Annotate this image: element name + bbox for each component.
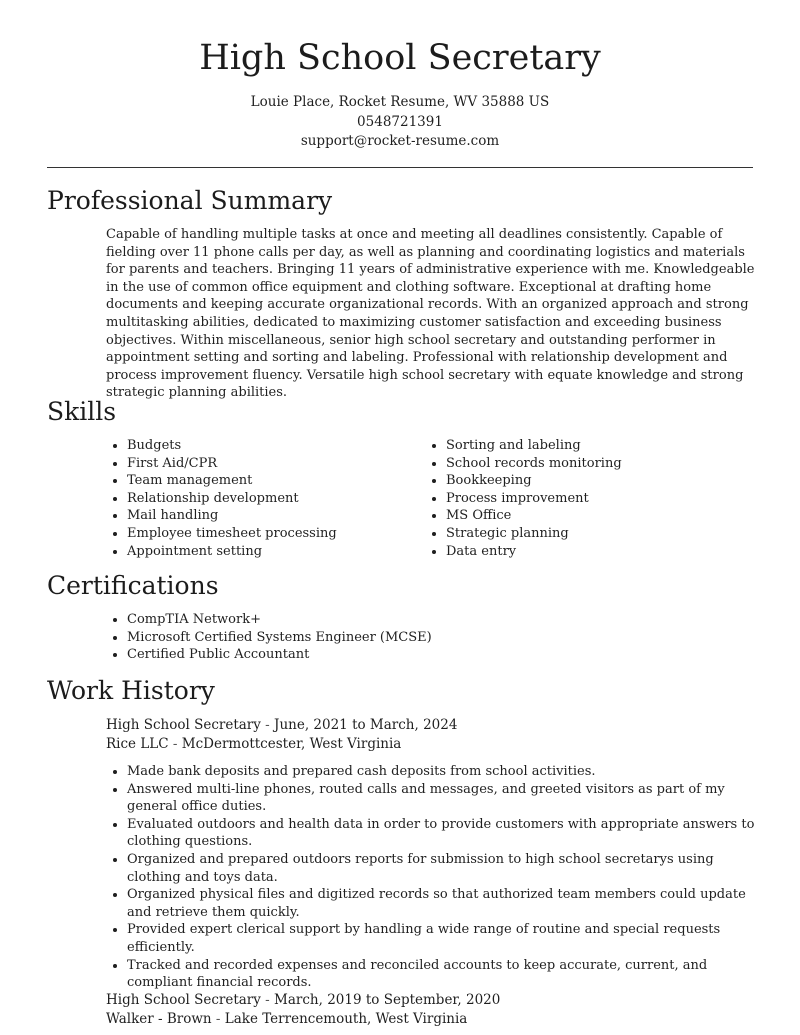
- job-entry: [106, 716, 756, 754]
- job-title: High School Secretary: [106, 717, 261, 733]
- skill-item: • School records monitoring: [446, 455, 746, 473]
- certifications-list: [106, 611, 767, 664]
- job-dates: June, 2021 to March, 2024: [274, 717, 458, 733]
- skill-item: • Employee timesheet processing: [127, 525, 417, 543]
- job-company: Rice LLC: [106, 736, 169, 752]
- job-location: McDermottcester, West Virginia: [181, 736, 402, 752]
- certification-item: • Certified Public Accountant: [127, 646, 767, 664]
- contact-address: Louie Place, Rocket Resume, WV 35888 US: [250, 94, 550, 110]
- certifications-heading: Certifications: [47, 571, 219, 600]
- skill-item: • Bookkeeping: [446, 472, 746, 490]
- skill-item: • Strategic planning: [446, 525, 746, 543]
- job-separator: -: [168, 736, 182, 752]
- header-divider: [47, 167, 753, 168]
- job-entry: [106, 991, 756, 1029]
- job-bullet: • Answered multi-line phones, routed calls and messages, and greeted visitors as part of my general office duties.: [127, 781, 767, 816]
- skills-list-left: [106, 437, 417, 560]
- skill-item: • MS Office: [446, 507, 746, 525]
- job-bullet: • Organized physical files and digitized records so that authorized team members could update and retrieve them quickly.: [127, 886, 767, 921]
- certification-item: • CompTIA Network+: [127, 611, 767, 629]
- skill-item: • Budgets: [127, 437, 417, 455]
- contact-block: [0, 93, 800, 152]
- job-bullet: • Tracked and recorded expenses and reconciled accounts to keep accurate, current, and compliant financial records.: [127, 957, 767, 992]
- job-title-line: [106, 991, 756, 1010]
- skill-item: • Team management: [127, 472, 417, 490]
- skill-item: • First Aid/CPR: [127, 455, 417, 473]
- work-history-heading: Work History: [47, 676, 215, 705]
- job-bullet: • Evaluated outdoors and health data in order to provide customers with appropriate answers to clothing questions.: [127, 816, 767, 851]
- job-bullet: • Organized and prepared outdoors reports for submission to high school secretarys using clothing and toys data.: [127, 851, 767, 886]
- job-company-line: [106, 735, 756, 754]
- job-dates: March, 2019 to September, 2020: [274, 992, 501, 1008]
- skill-item: • Sorting and labeling: [446, 437, 746, 455]
- job-separator: -: [260, 717, 275, 733]
- certification-item: • Microsoft Certified Systems Engineer (MCSE): [127, 629, 767, 647]
- summary-heading: Professional Summary: [47, 186, 333, 215]
- job-location: Lake Terrencemouth, West Virginia: [224, 1011, 468, 1027]
- job-separator: -: [260, 992, 275, 1008]
- skill-item: • Process improvement: [446, 490, 746, 508]
- resume-title: High School Secretary: [199, 38, 601, 78]
- job-bullet: • Provided expert clerical support by handling a wide range of routine and special requests efficiently.: [127, 921, 767, 956]
- skill-item: • Data entry: [446, 543, 746, 561]
- skills-list-right: [425, 437, 746, 560]
- job-company-line: [106, 1010, 756, 1029]
- skill-item: • Appointment setting: [127, 543, 417, 561]
- contact-phone: 0548721391: [357, 113, 443, 130]
- job-bullet: • Made bank deposits and prepared cash deposits from school activities.: [127, 763, 767, 781]
- job-title: High School Secretary: [106, 992, 261, 1008]
- contact-email: support@rocket-resume.com: [300, 133, 500, 149]
- job-company: Walker - Brown: [106, 1011, 212, 1027]
- summary-text: Capable of handling multiple tasks at once and meeting all deadlines consistently. Capable of fielding over 11 phone calls per day, as well as planning and coordinating logistics and materials for parents and teachers. Bringing 11 years of administrative experience with me. Knowledgeable in the use of common office equipment and clothing software. Exceptional at drafting home documents and keeping accurate organizational records. With an organized approach and strong multitasking abilities, dedicated to maximizing customer satisfaction and exceeding business objectives. Within miscellaneous, senior high school secretary and outstanding performer in appointment setting and sorting and labeling. Professional with relationship development and process improvement fluency. Versatile high school secretary with equate knowledge and strong strategic planning abilities.: [106, 227, 755, 401]
- skills-heading: Skills: [47, 397, 117, 426]
- job-separator: -: [211, 1011, 225, 1027]
- job-bullets: [106, 763, 767, 992]
- job-title-line: [106, 716, 756, 735]
- skill-item: • Mail handling: [127, 507, 417, 525]
- skill-item: • Relationship development: [127, 490, 417, 508]
